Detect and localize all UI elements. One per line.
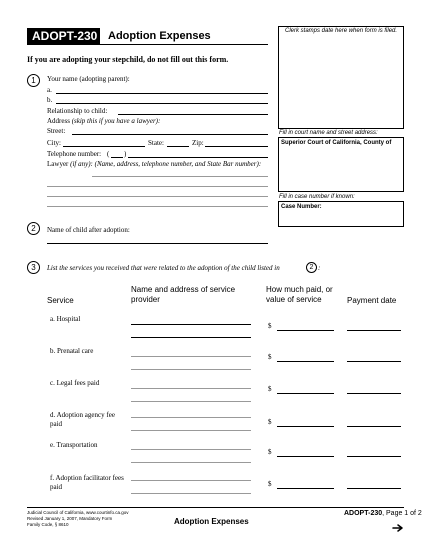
lawyer-label: Lawyer — [47, 160, 69, 168]
form-title: Adoption Expenses — [108, 30, 211, 42]
your-name-label: Your name (adopting parent): — [47, 75, 130, 83]
agency-provider-field-2[interactable] — [131, 430, 251, 431]
legal-amount-field[interactable] — [277, 393, 334, 394]
footer-form-number: ADOPT-230 — [344, 510, 383, 517]
hospital-provider-field-1[interactable] — [131, 324, 251, 325]
case-fill-label: Fill in case number if known: — [279, 194, 355, 200]
transportation-amount-field[interactable] — [277, 456, 334, 457]
address-note: (skip this if you have a lawyer): — [71, 117, 161, 125]
city-label: City: — [47, 139, 62, 147]
services-instruction-text: List the services you received that were related to the adoption of the child listed in — [47, 264, 280, 272]
area-code-field[interactable] — [111, 157, 123, 158]
case-number-box[interactable] — [278, 201, 404, 227]
section-2-number: 2 — [27, 222, 40, 235]
footer-source-block — [27, 510, 129, 528]
stepchild-note: If you are adopting your stepchild, do not fill out this form. — [27, 55, 229, 64]
lawyer-field-4[interactable] — [47, 206, 268, 207]
lawyer-note: (if any): (Name, address, telephone number, and State Bar number): — [70, 160, 262, 168]
header-rule — [27, 44, 268, 45]
phone-paren-close: ) — [124, 150, 127, 158]
name-a-label: a. — [47, 86, 52, 94]
prenatal-amount-field[interactable] — [277, 361, 334, 362]
zip-field[interactable] — [205, 146, 268, 147]
footer-source-line-2: Revised January 1, 2007, Mandatory Form — [27, 516, 113, 521]
child-name-field[interactable] — [47, 243, 268, 244]
column-provider: Name and address of service provider — [131, 285, 236, 304]
transportation-provider-field-2[interactable] — [131, 462, 251, 463]
court-name-box[interactable] — [278, 137, 404, 192]
facilitator-dollar-sign: $ — [268, 480, 272, 488]
footer-title: Adoption Expenses — [174, 517, 249, 526]
column-service: Service — [47, 296, 74, 305]
zip-label: Zip: — [192, 139, 204, 147]
city-field[interactable] — [63, 146, 145, 147]
agency-date-field[interactable] — [347, 426, 401, 427]
child-name-label: Name of child after adoption: — [47, 226, 130, 234]
legal-provider-field-1[interactable] — [131, 388, 251, 389]
form-number-badge: ADOPT-230 — [27, 28, 100, 44]
column-amount: How much paid, or value of service — [266, 285, 333, 304]
lawyer-field-1[interactable] — [92, 176, 268, 177]
court-name-label: Superior Court of California, County of — [281, 140, 392, 146]
hospital-amount-field[interactable] — [277, 330, 334, 331]
section-3-number: 3 — [27, 261, 40, 274]
service-row-prenatal-label: b. Prenatal care — [50, 347, 94, 355]
street-label: Street: — [47, 127, 66, 135]
legal-date-field[interactable] — [347, 393, 401, 394]
facilitator-provider-field-1[interactable] — [131, 480, 251, 481]
address-label-row — [47, 117, 160, 125]
clerk-stamp-label: Clerk stamps date here when form is filed. — [285, 28, 398, 34]
case-number-label: Case Number: — [281, 204, 322, 210]
address-label: Address — [47, 117, 70, 125]
telephone-field[interactable] — [128, 157, 268, 158]
clerk-stamp-box — [278, 26, 404, 129]
prenatal-dollar-sign: $ — [268, 353, 272, 361]
lawyer-field-2[interactable] — [47, 186, 268, 187]
section-1-number: 1 — [27, 74, 40, 87]
prenatal-provider-field-2[interactable] — [131, 369, 251, 370]
footer-page-count: , Page 1 of 2 — [382, 510, 422, 517]
state-field[interactable] — [167, 146, 189, 147]
legal-dollar-sign: $ — [268, 385, 272, 393]
hospital-dollar-sign: $ — [268, 322, 272, 330]
agency-amount-field[interactable] — [277, 426, 334, 427]
legal-provider-field-2[interactable] — [131, 401, 251, 402]
phone-paren-open: ( — [107, 150, 110, 158]
transportation-dollar-sign: $ — [268, 448, 272, 456]
service-row-facilitator-label: f. Adoption facilitator fees paid — [50, 474, 124, 491]
hospital-date-field[interactable] — [347, 330, 401, 331]
reference-colon: : — [318, 264, 321, 272]
state-label: State: — [148, 139, 164, 147]
relationship-field[interactable] — [118, 114, 268, 115]
telephone-label: Telephone number: — [47, 150, 102, 158]
transportation-provider-field-1[interactable] — [131, 449, 251, 450]
name-a-field[interactable] — [56, 93, 268, 94]
section-2-reference: 2 — [306, 262, 317, 273]
transportation-date-field[interactable] — [347, 456, 401, 457]
hospital-provider-field-2[interactable] — [131, 337, 251, 338]
footer-source-line-1: Judicial Council of California, www.courtinfo.ca.gov — [27, 510, 129, 515]
column-payment-date: Payment date — [347, 296, 397, 305]
service-row-agency-label: d. Adoption agency fee paid — [50, 411, 115, 428]
services-instruction — [47, 264, 280, 272]
agency-provider-field-1[interactable] — [131, 417, 251, 418]
facilitator-provider-field-2[interactable] — [131, 493, 251, 494]
service-row-legal-label: c. Legal fees paid — [50, 379, 100, 387]
service-row-hospital-label: a. Hospital — [50, 315, 81, 323]
facilitator-amount-field[interactable] — [277, 488, 334, 489]
footer-source-line-3: Family Code, § 8610 — [27, 522, 69, 527]
footer-page-info — [344, 510, 422, 517]
prenatal-date-field[interactable] — [347, 361, 401, 362]
name-b-label: b. — [47, 96, 53, 104]
street-field[interactable] — [72, 134, 268, 135]
prenatal-provider-field-1[interactable] — [131, 356, 251, 357]
facilitator-date-field[interactable] — [347, 488, 401, 489]
footer-rule — [27, 507, 404, 508]
relationship-label: Relationship to child: — [47, 107, 108, 115]
agency-dollar-sign: $ — [268, 418, 272, 426]
next-page-arrow-icon[interactable] — [392, 520, 404, 530]
lawyer-label-row — [47, 160, 277, 169]
court-fill-label: Fill in court name and street address: — [279, 130, 378, 136]
name-b-field[interactable] — [56, 103, 268, 104]
lawyer-field-3[interactable] — [47, 196, 268, 197]
service-row-transportation-label: e. Transportation — [50, 441, 98, 449]
